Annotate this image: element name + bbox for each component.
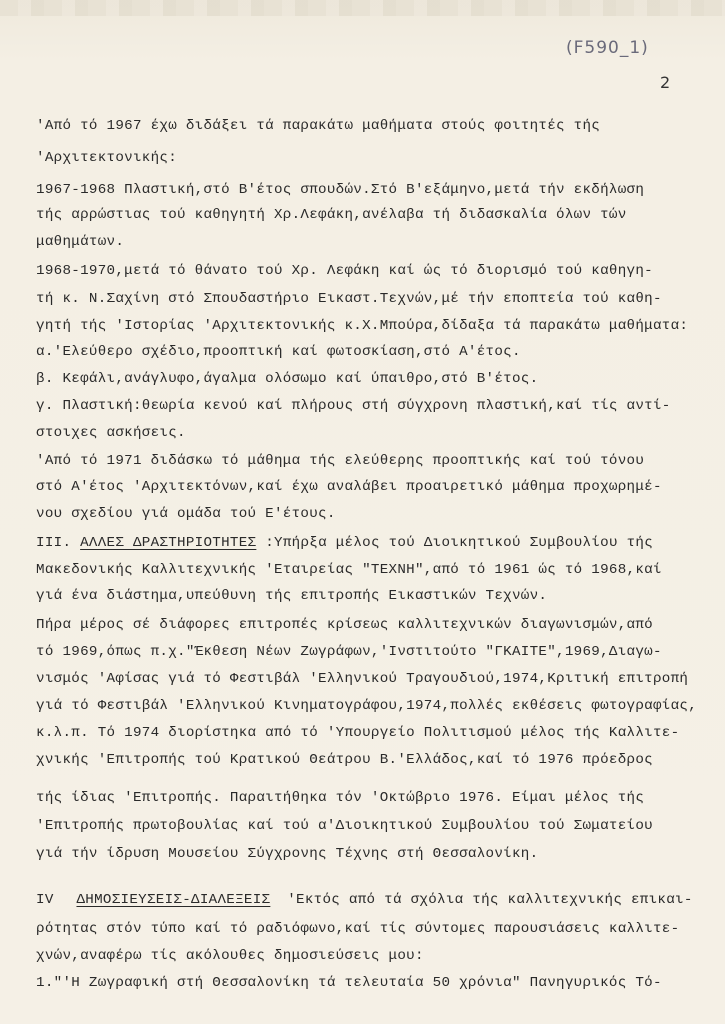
text-line: στοιχες ασκήσεις. [36, 425, 186, 441]
text-line: 1968-1970,μετά τό θάνατο τού Χρ. Λεφάκη καί ώς τό διορισμό τού καθηγη- [36, 263, 653, 279]
section-number: III. [36, 535, 72, 551]
text-line: 'Αρχιτεκτονικής: [36, 150, 178, 166]
text-line: τής ίδιας 'Επιτροπής. Παραιτήθηκα τόν 'Οκτώβριο 1976. Είμαι μέλος τής [36, 790, 645, 806]
handwritten-annotation: (F590_1) [566, 38, 649, 58]
text-line: χνικής 'Επιτροπής τού Κρατικού Θεάτρου Β.'Ελλάδος,καί τό 1976 πρόεδρος [36, 752, 653, 768]
text-line: τό 1969,όπως π.χ."Έκθεση Νέων Ζωγράφων,'Ινστιτούτο "ΓΚΑΙΤΕ",1969,Διαγω- [36, 644, 662, 660]
text-line: τής αρρώστιας τού καθηγητή Χρ.Λεφάκη,ανέλαβα τή διδασκαλία όλων τών [36, 207, 627, 223]
text-line: στό Α'έτος 'Αρχιτεκτόνων,καί έχω αναλάβει προαιρετικό μάθημα προχωρημέ- [36, 479, 662, 495]
section-number: IV [36, 892, 54, 908]
text-line: ρότητας στόν τύπο καί τό ραδιόφωνο,καί τίς σύντομες παρουσιάσεις καλλιτε- [36, 921, 680, 937]
text-line: τή κ. Ν.Σαχίνη στό Σπουδαστήριο Εικαστ.Τεχνών,μέ τήν εποπτεία τού καθη- [36, 291, 662, 307]
section-title: ΑΛΛΕΣ ΔΡΑΣΤΗΡΙΟΤΗΤΕΣ [80, 535, 257, 551]
text-line: 1967-1968 Πλαστική,στό Β'έτος σπουδών.Στό Β'εξάμηνο,μετά τήν εκδήλωση [36, 182, 645, 198]
text-line: γιά τήν ίδρυση Μουσείου Σύγχρονης Τέχνης στή Θεσσαλονίκη. [36, 846, 539, 862]
text-line: γ. Πλαστική:θεωρία κενού καί πλήρους στή σύγχρονη πλαστική,καί τίς αντί- [36, 398, 671, 414]
section-heading-iii [36, 535, 653, 551]
text-line: γητή τής 'Ιστορίας 'Αρχιτεκτονικής κ.Χ.Μπούρα,δίδαξα τά παρακάτω μαθήματα: [36, 318, 689, 334]
text-line: γιά τό Φεστιβάλ 'Ελληνικού Κινηματογράφου,1974,πολλές εκθέσεις φωτογραφίας, [36, 698, 698, 714]
text-line: β. Κεφάλι,ανάγλυφο,άγαλμα ολόσωμο καί ύπαιθρο,στό Β'έτος. [36, 371, 539, 387]
section-intro-text: :Υπήρξα μέλος τού Διοικητικού Συμβουλίου τής [265, 535, 654, 551]
text-line: μαθημάτων. [36, 234, 125, 250]
section-intro-text: 'Εκτός από τά σχόλια τής καλλιτεχνικής επικαι- [287, 892, 693, 908]
text-line: χνών,αναφέρω τίς ακόλουθες δημοσιεύσεις μου: [36, 948, 424, 964]
section-title: ΔΗΜΟΣΙΕΥΣΕΙΣ-ΔΙΑΛΕΞΕΙΣ [76, 892, 271, 908]
torn-top-edge [0, 0, 725, 16]
text-line: 'Επιτροπής πρωτοβουλίας καί τού α'Διοικητικού Συμβουλίου τού Σωματείου [36, 818, 653, 834]
text-line: 'Από τό 1967 έχω διδάξει τά παρακάτω μαθήματα στούς φοιτητές τής [36, 118, 601, 134]
text-line: γιά ένα διάστημα,υπεύθυνη τής επιτροπής Εικαστικών Τεχνών. [36, 588, 548, 604]
page-number: 2 [660, 73, 671, 92]
section-heading-iv [36, 892, 693, 908]
text-line: 'Από τό 1971 διδάσκω τό μάθημα τής ελεύθερης προοπτικής καί τού τόνου [36, 453, 645, 469]
text-line: α.'Ελεύθερο σχέδιο,προοπτική καί φωτοσκίαση,στό Α'έτος. [36, 344, 521, 360]
text-line: Μακεδονικής Καλλιτεχνικής 'Εταιρείας "ΤΕΧΝΗ",από τό 1961 ώς τό 1968,καί [36, 562, 662, 578]
text-line: νου σχεδίου γιά ομάδα τού Ε'έτους. [36, 506, 336, 522]
text-line: νισμός 'Αφίσας γιά τό Φεστιβάλ 'Ελληνικού Τραγουδιού,1974,Κριτική επιτροπή [36, 671, 689, 687]
text-line: 1."'Η Ζωγραφική στή Θεσσαλονίκη τά τελευταία 50 χρόνια" Πανηγυρικός Τό- [36, 975, 662, 991]
text-line: κ.λ.π. Τό 1974 διορίστηκα από τό 'Υπουργείο Πολιτισμού μέλος τής Καλλιτε- [36, 725, 680, 741]
text-line: Πήρα μέρος σέ διάφορες επιτροπές κρίσεως καλλιτεχνικών διαγωνισμών,από [36, 617, 653, 633]
